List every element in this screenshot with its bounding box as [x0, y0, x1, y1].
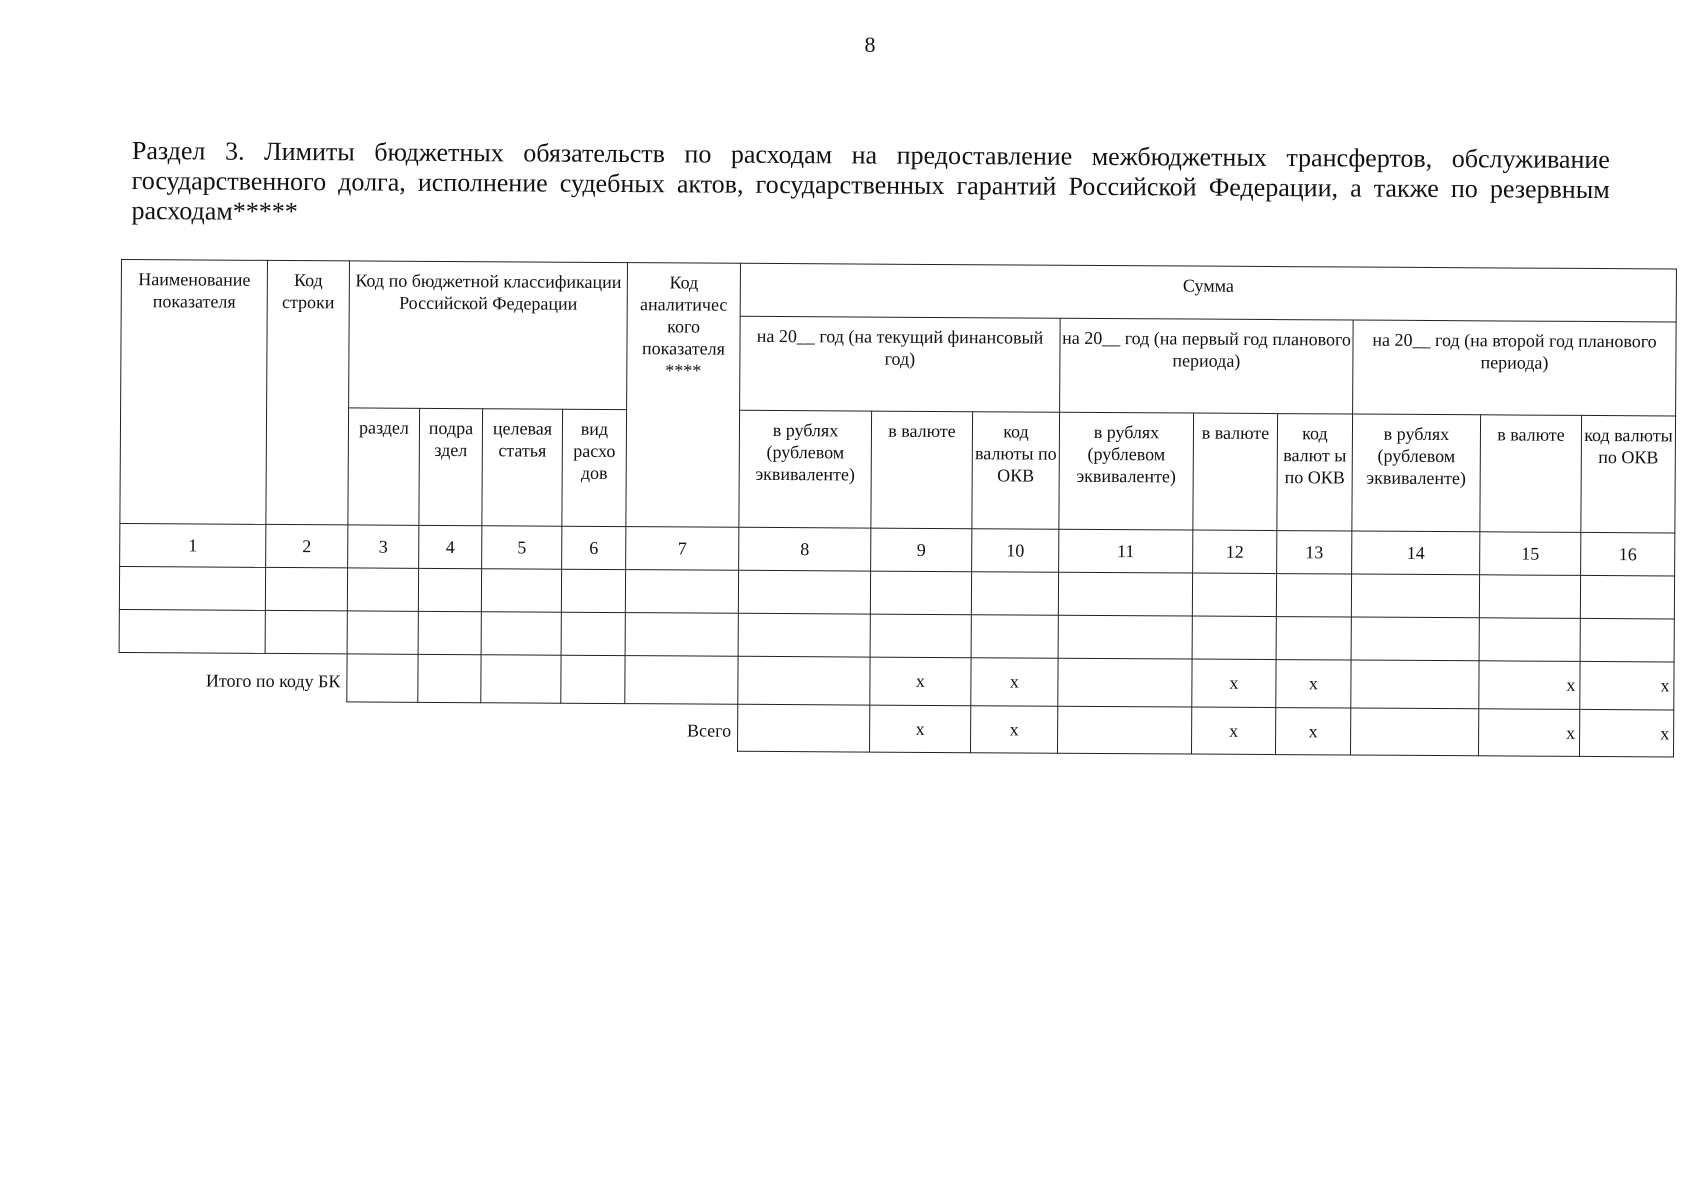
- column-number: 3: [348, 525, 419, 568]
- data-cell[interactable]: [738, 656, 870, 704]
- column-number: 11: [1059, 529, 1193, 573]
- data-cell[interactable]: [561, 569, 625, 612]
- header-section: раздел: [348, 408, 420, 525]
- data-cell[interactable]: [738, 704, 870, 752]
- header-okv-current: код валюты по ОКВ: [972, 412, 1060, 530]
- data-cell[interactable]: [418, 654, 481, 702]
- total-by-bk-label: Итого по коду БК: [205, 670, 341, 691]
- x-mark: x: [1192, 707, 1276, 755]
- header-row-code: Код строки: [266, 260, 350, 524]
- header-rub-first: в рублях (рублевом эквиваленте): [1059, 412, 1194, 530]
- data-cell[interactable]: [265, 567, 347, 611]
- data-cell[interactable]: [1479, 618, 1580, 662]
- data-cell[interactable]: [1351, 708, 1479, 756]
- x-mark: x: [1580, 661, 1674, 709]
- x-mark: x: [1192, 659, 1276, 707]
- data-cell[interactable]: [738, 613, 870, 657]
- data-cell[interactable]: [625, 570, 738, 614]
- column-number: 6: [562, 526, 626, 569]
- column-number: 14: [1352, 531, 1480, 575]
- column-number: 12: [1193, 530, 1277, 574]
- x-mark: x: [1580, 709, 1674, 757]
- data-cell[interactable]: [418, 568, 481, 611]
- x-mark: x: [1276, 660, 1351, 708]
- column-number: 5: [482, 526, 562, 569]
- header-year-current: на 20__ год (на текущий финансовый год): [740, 316, 1061, 412]
- limits-table: [118, 259, 1677, 757]
- data-cell[interactable]: [119, 609, 265, 653]
- data-cell[interactable]: [481, 569, 561, 612]
- x-mark: x: [1479, 661, 1580, 709]
- data-cell[interactable]: [481, 655, 561, 703]
- data-cell[interactable]: [1580, 575, 1674, 619]
- x-mark: x: [971, 658, 1058, 706]
- header-analytic-code: Код аналитичес кого показателя ****: [626, 263, 741, 528]
- data-cell[interactable]: [347, 654, 418, 702]
- header-okv-second: код валюты по ОКВ: [1581, 415, 1676, 533]
- column-number: 2: [266, 524, 348, 568]
- data-cell[interactable]: [971, 615, 1058, 659]
- data-cell[interactable]: [1058, 658, 1192, 706]
- data-cell[interactable]: [265, 610, 347, 654]
- header-currency-second: в валюте: [1480, 415, 1582, 533]
- data-cell[interactable]: [561, 655, 625, 703]
- data-cell[interactable]: [1058, 572, 1192, 616]
- data-cell[interactable]: [347, 568, 418, 611]
- data-cell[interactable]: [119, 566, 265, 610]
- grand-total-row: [119, 700, 1674, 757]
- data-cell[interactable]: [481, 612, 561, 655]
- data-cell[interactable]: [1351, 660, 1479, 708]
- page-number: 8: [864, 32, 876, 57]
- data-cell[interactable]: [1276, 574, 1351, 617]
- header-indicator-name: Наименование показателя: [120, 260, 268, 525]
- column-number: 13: [1277, 531, 1352, 574]
- data-cell[interactable]: [625, 613, 738, 657]
- header-rub-second: в рублях (рублевом эквиваленте): [1352, 414, 1481, 532]
- header-okv-first: код валют ы по ОКВ: [1277, 414, 1353, 531]
- data-cell[interactable]: [738, 570, 870, 614]
- data-cell[interactable]: [1479, 575, 1580, 619]
- data-cell[interactable]: [1058, 706, 1192, 754]
- data-cell[interactable]: [1351, 617, 1479, 661]
- header-bk-code: Код по бюджетной классификации Российской Федерации: [349, 261, 628, 410]
- column-number: 4: [419, 525, 482, 568]
- grand-total-label: Всего: [686, 720, 732, 741]
- data-cell[interactable]: [1580, 618, 1674, 662]
- column-number: 1: [120, 523, 266, 567]
- x-mark: x: [1479, 708, 1580, 756]
- header-year-second: на 20__ год (на второй год планового периода): [1353, 320, 1677, 416]
- header-subsection: подра здел: [419, 408, 483, 525]
- x-mark: x: [971, 705, 1058, 753]
- data-cell[interactable]: [870, 571, 971, 615]
- data-cell[interactable]: [1276, 617, 1351, 660]
- column-number: 10: [972, 529, 1059, 573]
- header-expense-type: вид расхо дов: [562, 409, 627, 526]
- column-number: 7: [626, 527, 739, 571]
- x-mark: x: [1276, 707, 1351, 755]
- header-rub-current: в рублях (рублевом эквиваленте): [739, 410, 872, 528]
- data-cell[interactable]: [1058, 615, 1192, 659]
- header-currency-current: в валюте: [871, 411, 973, 529]
- column-number: 8: [739, 527, 871, 571]
- data-cell[interactable]: [418, 611, 481, 654]
- data-cell[interactable]: [1192, 616, 1276, 660]
- header-year-first: на 20__ год (на первый год планового периода): [1060, 318, 1354, 414]
- data-cell[interactable]: [625, 656, 738, 704]
- column-number: 9: [871, 528, 972, 572]
- column-number: 16: [1581, 532, 1675, 576]
- header-sum: Сумма: [740, 263, 1676, 322]
- data-cell[interactable]: [971, 572, 1058, 616]
- x-mark: x: [870, 657, 971, 705]
- x-mark: x: [870, 705, 971, 753]
- data-cell[interactable]: [870, 614, 971, 658]
- data-cell[interactable]: [1192, 573, 1276, 617]
- data-cell[interactable]: [561, 612, 625, 655]
- column-number: 15: [1480, 532, 1581, 576]
- data-cell[interactable]: [347, 611, 418, 654]
- data-cell[interactable]: [1351, 574, 1479, 618]
- header-currency-first: в валюте: [1193, 413, 1278, 531]
- header-target-item: целевая статья: [482, 409, 563, 526]
- section-title: Раздел 3. Лимиты бюджетных обязательств по расходам на предоставление межбюджетных трансфертов, обслуживание государственного долга, исполнение судебных актов, государственных гарантий Российской Федерации, а также по резервным расходам*****: [131, 136, 1610, 227]
